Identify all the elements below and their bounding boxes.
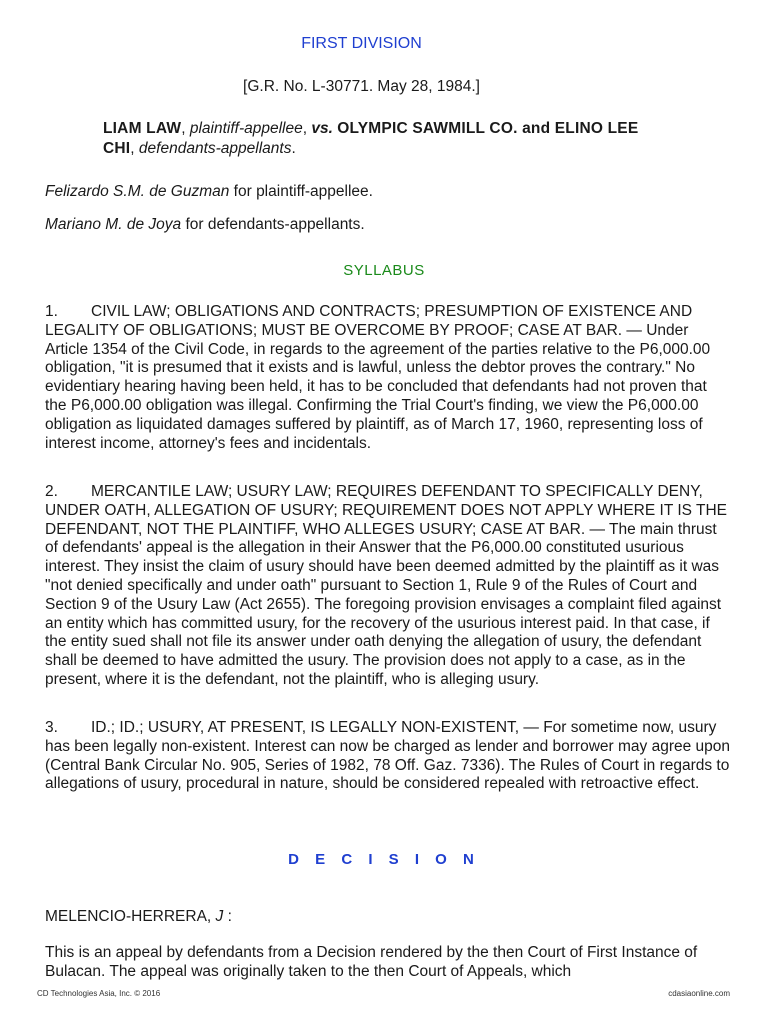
counsel-role: for defendants-appellants. <box>185 216 365 233</box>
plaintiff-role: plaintiff-appellee <box>189 120 303 137</box>
ponente-name: MELENCIO-HERRERA, <box>45 908 212 925</box>
syllabus-heading: SYLLABUS <box>343 262 425 279</box>
syllabus-item <box>45 303 730 453</box>
footer-site-link[interactable]: cdasiaonline.com <box>668 989 730 998</box>
versus: vs. <box>311 120 333 137</box>
ponente-colon: : <box>223 908 232 925</box>
syllabus-item <box>45 719 730 794</box>
syllabus-item-number: 2. <box>45 483 58 500</box>
counsel-defendant <box>45 216 365 234</box>
defendant-name: OLYMPIC SAWMILL CO. and ELINO LEE CHI <box>103 120 639 157</box>
counsel-plaintiff <box>45 183 373 201</box>
decision-opening-paragraph: This is an appeal by defendants from a Decision rendered by the then Court of First Instance of Bulacan. The appeal was originally taken to the then Court of Appeals, which <box>45 944 698 980</box>
defendant-role: defendants-appellants <box>138 140 292 157</box>
syllabus-item-number: 1. <box>45 303 58 320</box>
syllabus-item <box>45 483 730 690</box>
ponente-title: J <box>215 908 224 925</box>
decision-heading: D E C I S I O N <box>288 851 480 868</box>
counsel-name: Felizardo S.M. de Guzman <box>45 183 230 200</box>
plaintiff-name: LIAM LAW <box>103 120 182 137</box>
syllabus-item-text: MERCANTILE LAW; USURY LAW; REQUIRES DEFENDANT TO SPECIFICALLY DENY, UNDER OATH, ALLEGATION OF USURY; REQUIREMENT DOES NOT APPLY WHERE IT IS THE DEFENDANT, NOT THE PLAINTIFF, WHO ALLEGES USURY; CASE AT BAR. — The main thrust of defendants' appeal is the allegation in their Answer that the P6,000.00 constituted usurious interest. They insist the claim of usury should have been deemed admitted by the plaintiff as it was "not denied specifically and under oath" pursuant to Section 1, Rule 9 of the Rules of Court and Section 9 of the Usury Law (Act 2655). The foregoing provision envisages a complaint filed against an entity which has committed usury, for the recovery of the usurious interest paid. In that case, if the entity sued shall not file its answer under oath denying the allegation of usury, the defendant shall be deemed to have admitted the usury. The provision does not apply to a case, as in the present, where it is the defendant, not the plaintiff, who is alleging usury. <box>45 483 727 688</box>
case-number: [G.R. No. L-30771. May 28, 1984.] <box>243 78 480 95</box>
ponente <box>45 908 232 926</box>
division-heading: FIRST DIVISION <box>301 35 422 52</box>
counsel-name: Mariano M. de Joya <box>45 216 182 233</box>
footer-copyright: CD Technologies Asia, Inc. © 2016 <box>37 989 161 998</box>
case-parties: LIAM LAW, plaintiff-appellee, vs. OLYMPIC SAWMILL CO. and ELINO LEE CHI, defendants-appellants. <box>103 120 639 157</box>
syllabus-item-text: ID.; ID.; USURY, AT PRESENT, IS LEGALLY NON-EXISTENT, — For sometime now, usury has been legally non-existent. Interest can now be charged as lender and borrower may agree upon (Central Bank Circular No. 905, Series of 1982, 78 Off. Gaz. 7336). The Rules of Court in regards to allegations of usury, procedural in nature, should be considered repealed with retroactive effect. <box>45 719 731 793</box>
syllabus-item-number: 3. <box>45 719 58 736</box>
counsel-role: for plaintiff-appellee. <box>233 183 373 200</box>
syllabus-item-text: CIVIL LAW; OBLIGATIONS AND CONTRACTS; PRESUMPTION OF EXISTENCE AND LEGALITY OF OBLIGATIONS; MUST BE OVERCOME BY PROOF; CASE AT BAR. — Under Article 1354 of the Civil Code, in regards to the agreement of the parties relative to the P6,000.00 obligation, "it is presumed that it exists and is lawful, unless the debtor proves the contrary." No evidentiary hearing having been held, it has to be concluded that defendants had not proven that the P6,000.00 obligation was illegal. Confirming the Trial Court's finding, we view the P6,000.00 obligation as liquidated damages suffered by plaintiff, as of March 17, 1960, representing loss of interest income, attorney's fees and incidentals. <box>45 303 711 452</box>
